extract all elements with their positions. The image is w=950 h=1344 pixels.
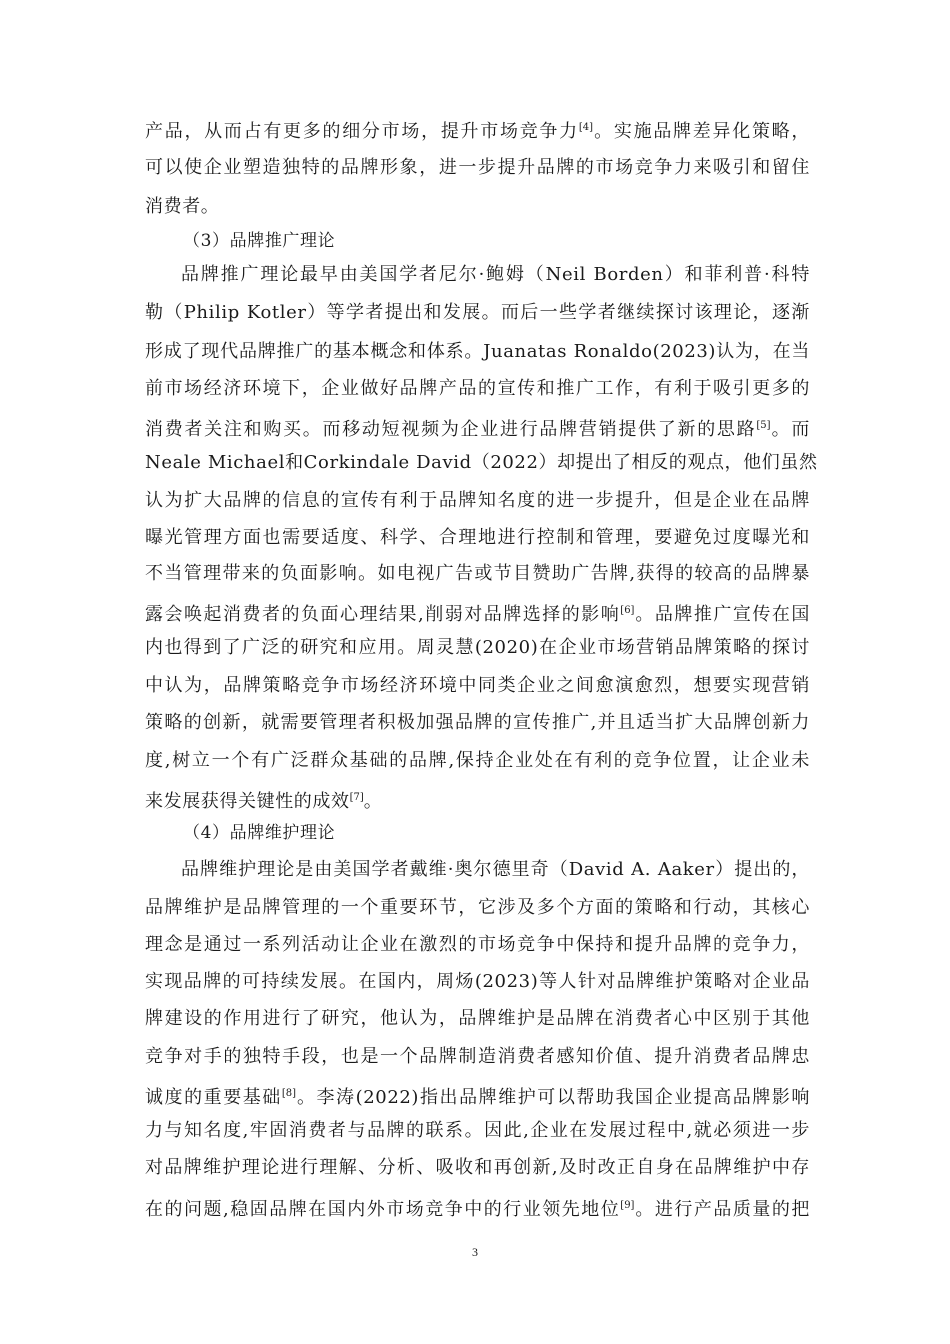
text-line: 品牌维护理论是由美国学者戴维·奥尔德里奇（David A. Aaker）提出的， xyxy=(181,859,810,880)
text-line: 品牌维护是品牌管理的一个重要环节，它涉及多个方面的策略和行动，其核心 xyxy=(145,897,810,918)
text-line: 产品，从而占有更多的细分市场，提升市场竞争力[4]。实施品牌差异化策略， xyxy=(145,121,810,142)
text-line: 不当管理带来的负面影响。如电视广告或节目赞助广告牌,获得的较高的品牌暴 xyxy=(145,563,810,584)
text-line: 度,树立一个有广泛群众基础的品牌,保持企业处在有利的竞争位置，让企业未 xyxy=(145,750,810,771)
text-line: 来发展获得关键性的成效[7]。 xyxy=(145,791,383,812)
citation-marker: [8] xyxy=(281,1088,297,1099)
text-line: 勒（Philip Kotler）等学者提出和发展。而后一些学者继续探讨该理论，逐渐 xyxy=(145,302,810,323)
text-line: 对品牌维护理论进行理解、分析、吸收和再创新,及时改正自身在品牌维护中存 xyxy=(145,1157,810,1178)
text-line: 消费者。 xyxy=(145,196,220,217)
text-line: 在的问题,稳固品牌在国内外市场竞争中的行业领先地位[9]。进行产品质量的把 xyxy=(145,1199,810,1220)
text-line: 曝光管理方面也需要适度、科学、合理地进行控制和管理，要避免过度曝光和 xyxy=(145,527,810,548)
text-line: 竞争对手的独特手段，也是一个品牌制造消费者感知价值、提升消费者品牌忠 xyxy=(145,1046,810,1067)
section-heading: （4）品牌维护理论 xyxy=(183,823,336,843)
text-line: 前市场经济环境下，企业做好品牌产品的宣传和推广工作，有利于吸引更多的 xyxy=(145,378,810,399)
text-line: 策略的创新，就需要管理者积极加强品牌的宣传推广,并且适当扩大品牌创新力 xyxy=(145,712,810,733)
text-line: 认为扩大品牌的信息的宣传有利于品牌知名度的进一步提升，但是企业在品牌 xyxy=(145,490,810,511)
text-line: 消费者关注和购买。而移动短视频为企业进行品牌营销提供了新的思路[5]。而 xyxy=(145,419,810,440)
text-line: 力与知名度,牢固消费者与品牌的联系。因此,企业在发展过程中,就必须进一步 xyxy=(145,1120,810,1141)
section-heading: （3）品牌推广理论 xyxy=(183,231,336,251)
text-line: 诚度的重要基础[8]。李涛(2022)指出品牌维护可以帮助我国企业提高品牌影响 xyxy=(145,1087,810,1108)
text-line: 露会唤起消费者的负面心理结果,削弱对品牌选择的影响[6]。品牌推广宣传在国 xyxy=(145,604,810,625)
text-line: 品牌推广理论最早由美国学者尼尔·鲍姆（Neil Borden）和菲利普·科特 xyxy=(181,264,810,285)
citation-marker: [5] xyxy=(756,420,771,431)
text-line: 理念是通过一系列活动让企业在激烈的市场竞争中保持和提升品牌的竞争力， xyxy=(145,934,810,955)
text-line: 形成了现代品牌推广的基本概念和体系。Juanatas Ronaldo(2023)认为，在当 xyxy=(145,341,811,362)
text-line: 内也得到了广泛的研究和应用。周灵慧(2020)在企业市场营销品牌策略的探讨 xyxy=(145,637,810,658)
text-line: Neale Michael和Corkindale David（2022）却提出了相反的观点，他们虽然 xyxy=(145,452,818,473)
text-line: 实现品牌的可持续发展。在国内，周炀(2023)等人针对品牌维护策略对企业品 xyxy=(145,971,810,992)
citation-marker: [9] xyxy=(620,1200,635,1211)
citation-marker: [6] xyxy=(620,605,635,616)
citation-marker: [7] xyxy=(349,792,364,803)
text-line: 可以使企业塑造独特的品牌形象，进一步提升品牌的市场竞争力来吸引和留住 xyxy=(145,157,810,178)
page-number: 3 xyxy=(472,1245,478,1259)
text-line: 牌建设的作用进行了研究，他认为，品牌维护是品牌在消费者心中区别于其他 xyxy=(145,1008,810,1029)
citation-marker: [4] xyxy=(578,122,594,133)
text-line: 中认为，品牌策略竞争市场经济环境中同类企业之间愈演愈烈，想要实现营销 xyxy=(145,675,810,696)
